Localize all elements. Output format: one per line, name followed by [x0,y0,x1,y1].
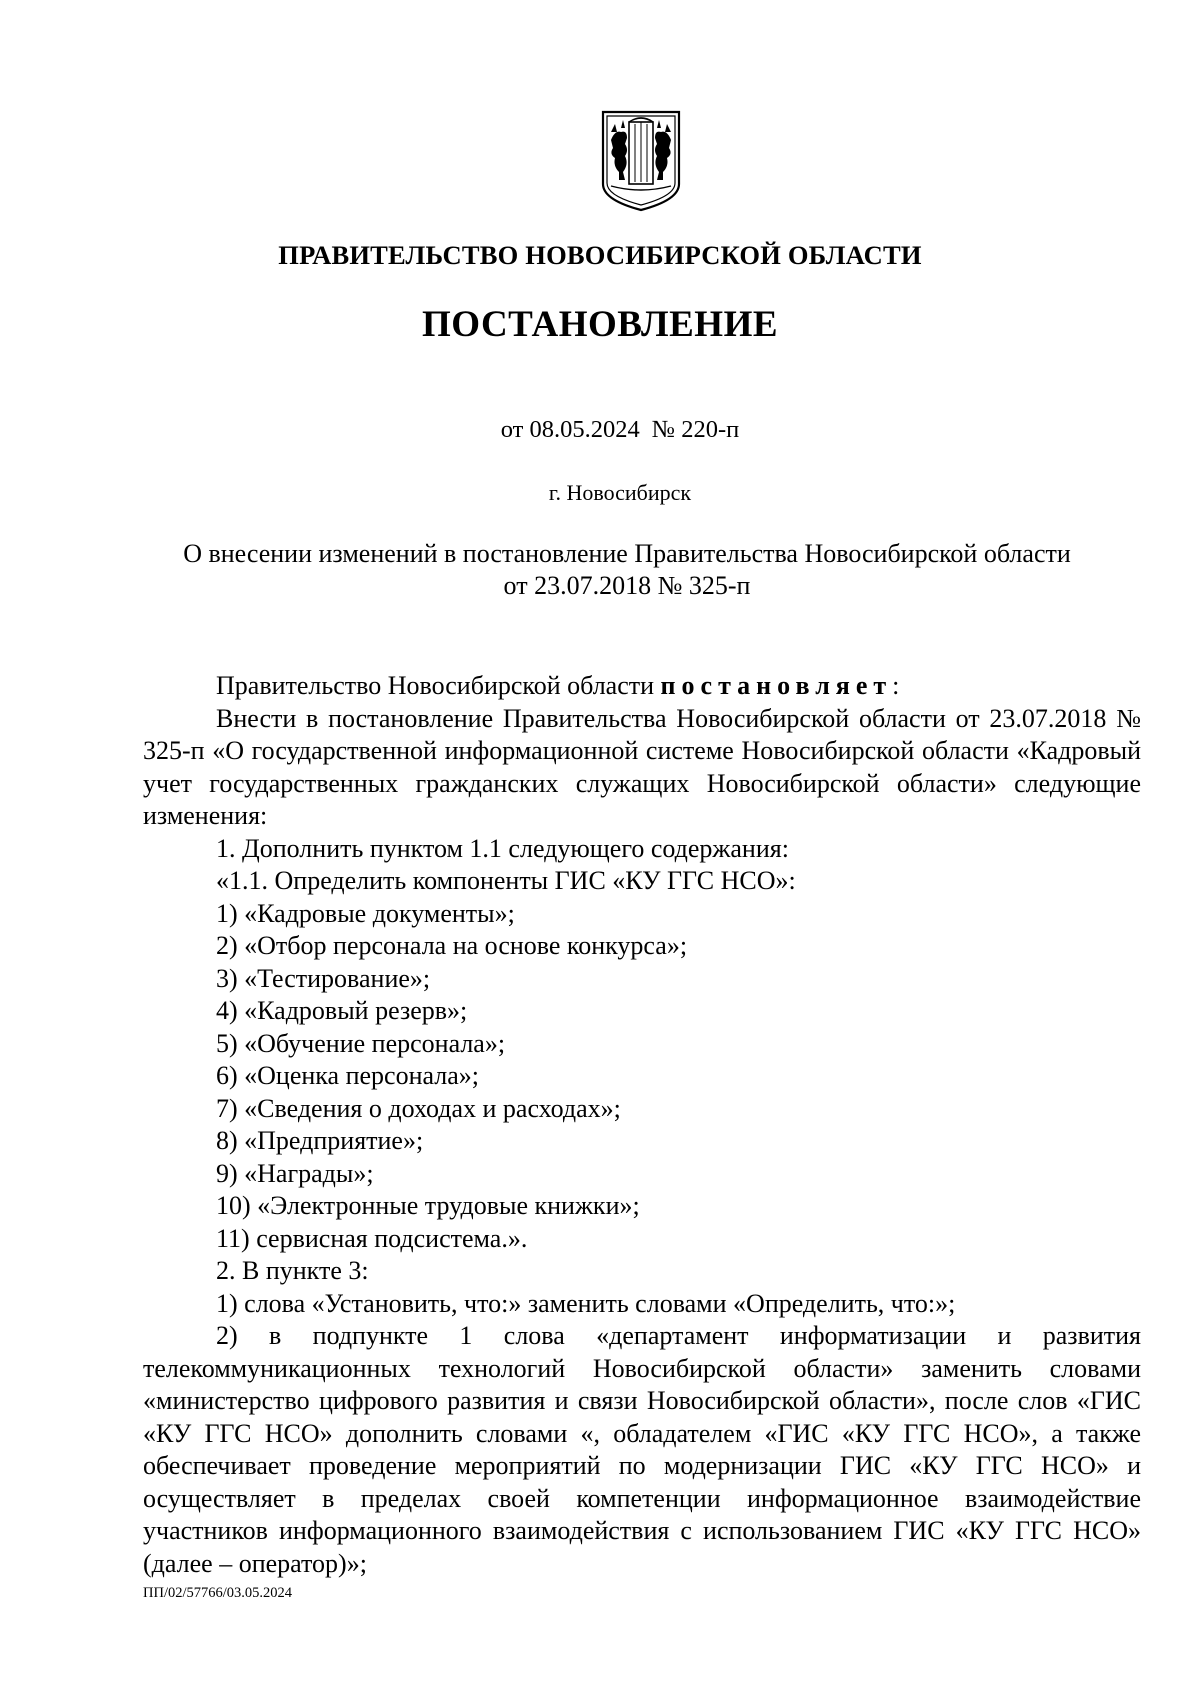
list-item: 2) «Отбор персонала на основе конкурса»; [216,931,688,960]
list-item: 4) «Кадровый резерв»; [216,996,468,1025]
list-item: 6) «Оценка персонала»; [216,1061,479,1090]
intro-paragraph [143,670,1141,703]
list-item: 10) «Электронные трудовые книжки»; [216,1191,640,1220]
list-item: 1) слова «Установить, что:» заменить словами «Определить, что:»; [216,1288,956,1318]
document-type-title: ПОСТАНОВЛЕНИЕ [421,304,779,345]
document-body [143,670,1141,1580]
coat-of-arms-icon [599,110,683,212]
list-item: 7) «Сведения о доходах и расходах»; [216,1093,621,1123]
organization-name: ПРАВИТЕЛЬСТВО НОВОСИБИРСКОЙ ОБЛАСТИ [278,240,922,270]
document-code: ПП/02/57766/03.05.2024 [143,1585,293,1601]
list-item: 11) сервисная подсистема.». [216,1223,528,1253]
body-paragraph: «1.1. Определить компоненты ГИС «КУ ГГС НСО»: [216,866,796,895]
document-date-number [20,416,1200,444]
intro-suffix: : [892,671,900,700]
document-subject [27,538,1200,602]
document-date: от 08.05.2024 [500,416,640,443]
body-paragraph: 2. В пункте 3: [216,1256,369,1285]
intro-verb: постановляет [660,671,893,700]
body-paragraph: Внести в постановление Правительства Новосибирской области от 23.07.2018 № 325-п «О государственной информационной системе Новосибирской области «Кадровый учет государственных гражданских служащих Новосибирской области» следующие изменения: [143,703,1141,830]
list-item: 8) «Предприятие»; [216,1126,424,1155]
list-item: 9) «Награды»; [216,1158,374,1188]
subject-line-2: от 23.07.2018 № 325-п [503,571,751,600]
list-item: 1) «Кадровые документы»; [216,898,515,928]
list-item: 5) «Обучение персонала»; [216,1028,506,1058]
body-paragraph: 1. Дополнить пунктом 1.1 следующего содержания: [216,833,789,863]
document-number: № 220-п [651,416,740,443]
document-city: г. Новосибирск [548,480,692,505]
intro-prefix: Правительство Новосибирской области [216,671,661,700]
list-item: 2) в подпункте 1 слова «департамент информатизации и развития телекоммуникационных технологий Новосибирской области» заменить словами «министерство цифрового развития и связи Новосибирской области», после слов «ГИС «КУ ГГС НСО» дополнить словами «, обладателем «ГИС «КУ ГГС НСО», а также обеспечивает проведение мероприятий по модернизации ГИС «КУ ГГС НСО» и осуществляет в пределах своей компетенции информационное взаимодействие участников информационного взаимодействия с использованием ГИС «КУ ГГС НСО» (далее – оператор)»; [143,1321,1141,1578]
subject-line-1: О внесении изменений в постановление Правительства Новосибирской области [183,539,1071,568]
list-item: 3) «Тестирование»; [216,963,431,993]
